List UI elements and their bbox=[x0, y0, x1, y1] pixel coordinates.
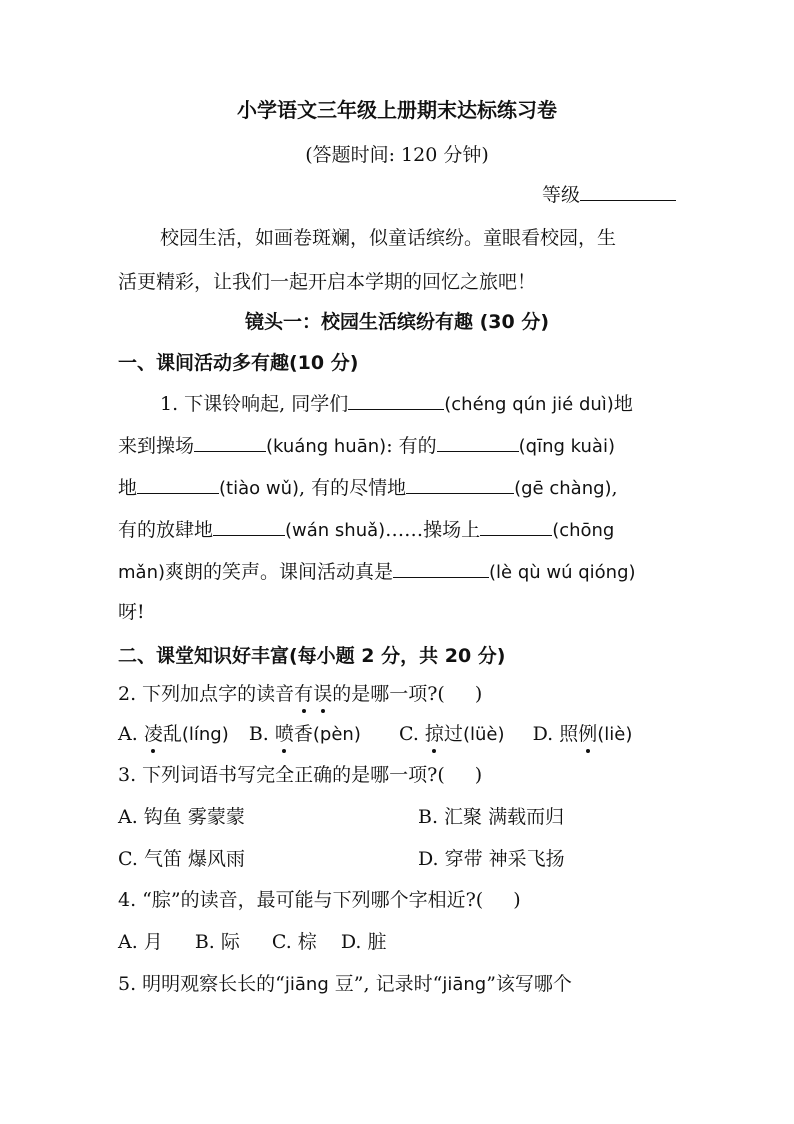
q1-blank-1[interactable] bbox=[348, 389, 444, 410]
lens1-heading: 镜头一：校园生活缤纷有趣 (30 分) bbox=[244, 311, 550, 333]
q2-text: 2. 下列加点字的读音 bbox=[118, 683, 295, 705]
q2-stem bbox=[118, 681, 482, 707]
q1-pinyin-8: (lè qù wú qióng) bbox=[489, 562, 636, 583]
option-pinyin: (lüè) bbox=[462, 724, 505, 745]
q1-blank-2[interactable] bbox=[194, 431, 266, 452]
q1-text: , bbox=[611, 477, 618, 499]
q1-pinyin-7: (chōng bbox=[552, 520, 615, 541]
q1-blank-6[interactable] bbox=[213, 515, 285, 536]
q3-text: ) bbox=[474, 764, 483, 786]
option-pinyin: (líng) bbox=[181, 724, 229, 745]
grade-field bbox=[542, 180, 676, 207]
intro-paragraph bbox=[118, 216, 678, 304]
q2-dotted-char: 有 bbox=[294, 683, 314, 705]
q1-pinyin-4: (tiào wǔ) bbox=[219, 478, 300, 499]
q1-blank-7[interactable] bbox=[480, 515, 552, 536]
q2-option-a[interactable] bbox=[118, 723, 229, 745]
q4-text: 4. “腙”的读音，最可能与下列哪个字相近?( bbox=[118, 889, 484, 911]
q5-pinyin-2: jiāng bbox=[442, 974, 487, 995]
q1-text: 来到操场 bbox=[118, 435, 195, 457]
q3-stem bbox=[118, 762, 482, 788]
part1-heading: 一、课间活动多有趣(10 分) bbox=[118, 352, 359, 374]
q4-options bbox=[118, 929, 386, 955]
q5-text: ”该写哪个 bbox=[486, 973, 572, 995]
q2-option-c[interactable] bbox=[399, 723, 505, 745]
q3-option-d[interactable]: D. 穿带 神采飞扬 bbox=[418, 848, 565, 870]
q2-dotted-char: 误 bbox=[313, 683, 333, 705]
q1-line-6 bbox=[118, 599, 145, 625]
q1-blank-5[interactable] bbox=[406, 473, 514, 494]
exam-duration: (答题时间: 120 分钟) bbox=[305, 144, 489, 166]
q1-text: 有的放肆地 bbox=[118, 519, 214, 541]
dotted-char: 喷 bbox=[274, 723, 294, 745]
q1-pinyin-7-end: mǎn) bbox=[118, 562, 165, 583]
q1-text: 呀! bbox=[118, 601, 145, 623]
q3-option-b[interactable]: B. 汇聚 满载而归 bbox=[418, 806, 565, 828]
q2-text: ) bbox=[474, 683, 483, 705]
q1-text: 地 bbox=[118, 477, 138, 499]
part2-heading: 二、课堂知识好丰富(每小题 2 分，共 20 分) bbox=[118, 645, 506, 667]
option-pinyin: (pèn) bbox=[312, 724, 361, 745]
option-label: C. bbox=[398, 723, 425, 745]
q3-option-d-wrap bbox=[418, 846, 565, 872]
q1-blank-3[interactable] bbox=[437, 431, 519, 452]
q1-line-4 bbox=[118, 515, 614, 544]
q2-option-d[interactable] bbox=[533, 723, 633, 745]
dotted-char: 掠 bbox=[424, 723, 444, 745]
intro-line-2: 活更精彩，让我们一起开启本学期的回忆之旅吧！ bbox=[118, 271, 537, 293]
option-text: 乱 bbox=[162, 723, 182, 745]
q1-text: , 有的尽情地 bbox=[299, 477, 407, 499]
option-text: 香 bbox=[293, 723, 313, 745]
page-title: 小学语文三年级上册期末达标练习卷 bbox=[237, 98, 557, 122]
grade-label: 等级 bbox=[541, 184, 580, 206]
q1-line-1 bbox=[160, 389, 633, 418]
q1-pinyin-5: (gē chàng) bbox=[514, 478, 612, 499]
option-text: 过 bbox=[443, 723, 463, 745]
q1-blank-4[interactable] bbox=[137, 473, 219, 494]
grade-blank[interactable] bbox=[580, 180, 676, 201]
q4-text: ) bbox=[513, 889, 521, 911]
q3-option-a[interactable]: A. 钩鱼 雾蒙蒙 bbox=[118, 806, 245, 828]
q4-option-c[interactable]: C. 棕 bbox=[271, 931, 317, 953]
q2-options bbox=[118, 721, 632, 748]
q5-pinyin-1: jiāng bbox=[284, 974, 329, 995]
q1-text: ……操场上 bbox=[385, 519, 481, 541]
q1-pinyin-6: (wán shuǎ) bbox=[285, 520, 386, 541]
q1-pinyin-3: (qīng kuài) bbox=[518, 436, 615, 457]
q1-pinyin-2: (kuáng huān) bbox=[266, 436, 387, 457]
q1-text: 爽朗的笑声。课间活动真是 bbox=[165, 561, 394, 583]
q3-options-row-2 bbox=[118, 846, 245, 872]
option-label: A. bbox=[118, 723, 144, 745]
q1-text: : 有的 bbox=[386, 435, 437, 457]
q3-option-b-wrap bbox=[418, 804, 564, 830]
q3-options-row-1 bbox=[118, 804, 245, 830]
q3-text: 3. 下列词语书写完全正确的是哪一项?( bbox=[118, 764, 445, 786]
q4-stem bbox=[118, 887, 521, 913]
q1-text: 地 bbox=[613, 393, 633, 415]
q1-line-2 bbox=[118, 431, 615, 460]
q1-line-5 bbox=[118, 557, 636, 586]
q1-blank-8[interactable] bbox=[393, 557, 489, 578]
q4-option-d[interactable]: D. 脏 bbox=[340, 931, 387, 953]
intro-line-1: 校园生活，如画卷斑斓，似童话缤纷。童眼看校园，生 bbox=[160, 227, 617, 249]
q2-text: 的是哪一项?( bbox=[332, 683, 445, 705]
q2-option-b[interactable] bbox=[249, 723, 361, 745]
q4-option-a[interactable]: A. 月 bbox=[118, 931, 163, 953]
option-text: 照 bbox=[559, 723, 579, 745]
q5-text: 5. 明明观察长长的“ bbox=[118, 973, 285, 995]
dotted-char: 例 bbox=[578, 723, 598, 745]
option-label: D. bbox=[532, 723, 560, 745]
q4-option-b[interactable]: B. 际 bbox=[194, 931, 240, 953]
q5-text: 豆”, 记录时“ bbox=[328, 973, 443, 995]
q5-stem bbox=[118, 971, 572, 998]
q1-pinyin-1: (chéng qún jié duì) bbox=[444, 394, 614, 415]
option-label: B. bbox=[248, 723, 275, 745]
option-pinyin: (liè) bbox=[597, 724, 633, 745]
q3-option-c[interactable]: C. 气笛 爆风雨 bbox=[118, 848, 245, 870]
dotted-char: 凌 bbox=[143, 723, 163, 745]
q1-line-3 bbox=[118, 473, 618, 502]
q1-text: 1. 下课铃响起, 同学们 bbox=[160, 393, 349, 415]
